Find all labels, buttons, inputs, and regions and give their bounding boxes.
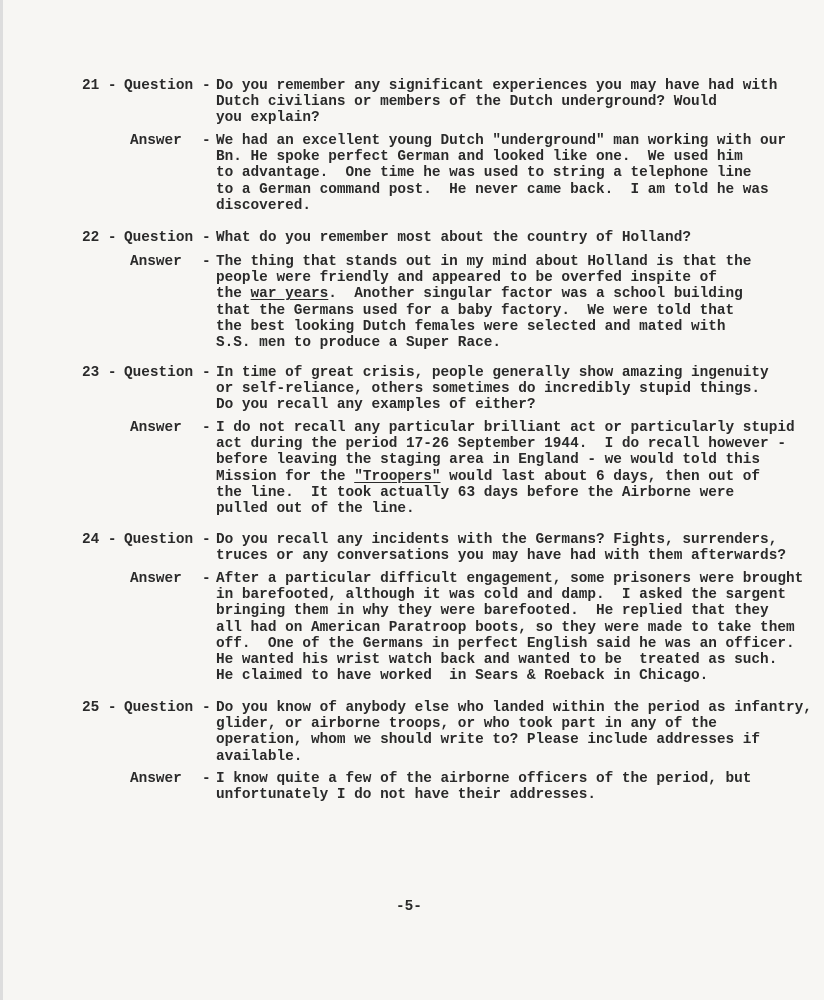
text-segment: truces or any conversations you may have had with them afterwards? — [216, 548, 786, 565]
dash: - — [202, 365, 211, 381]
dash: - — [202, 420, 211, 436]
underlined-text: war years — [250, 286, 329, 303]
question-label: Question — [124, 365, 194, 381]
underlined-text: "Troopers" — [354, 468, 441, 485]
question-number: 21 - — [82, 78, 117, 94]
text-segment: available. — [216, 748, 303, 765]
answer-line — [216, 501, 415, 517]
text-segment: would last about 6 days, then out of — [440, 468, 761, 485]
text-segment: Do you remember any significant experiences you may have had with — [216, 78, 778, 94]
dash: - — [202, 78, 211, 94]
text-segment: in barefooted, although it was cold and damp. I asked the sargent — [216, 587, 786, 604]
dash: - — [202, 571, 211, 587]
question-line — [216, 110, 320, 126]
text-segment: We had an excellent young Dutch "underground" man working with our — [216, 133, 786, 149]
answer-line — [216, 133, 786, 149]
text-segment: operation, whom we should write to? Please include addresses if — [216, 732, 761, 749]
text-segment: unfortunately I do not have their addresses. — [216, 787, 596, 804]
text-segment: the line. It took actually 63 days before the Airborne were — [216, 484, 735, 501]
text-segment: I do not recall any particular brilliant act or particularly stupid — [216, 420, 795, 436]
answer-line — [216, 469, 760, 485]
answer-line — [216, 270, 717, 286]
question-line — [216, 397, 536, 413]
answer-line — [216, 149, 743, 165]
text-segment: . Another singular factor was a school building — [328, 286, 743, 303]
text-segment: all had on American Paratroop boots, so they were made to take them — [216, 619, 795, 636]
answer-line — [216, 587, 786, 603]
text-segment: bringing them in why they were barefooted. He replied that they — [216, 603, 769, 620]
text-segment: or self-reliance, others sometimes do incredibly stupid things. — [216, 381, 761, 398]
text-segment: people were friendly and appeared to be overfed inspite of — [216, 270, 717, 287]
text-segment: the best looking Dutch females were selected and mated with — [216, 318, 726, 335]
question-label: Question — [124, 700, 194, 716]
answer-line — [216, 182, 769, 198]
answer-line — [216, 652, 777, 668]
question-number: 23 - — [82, 365, 117, 381]
answer-line — [216, 319, 726, 335]
text-segment: In time of great crisis, people generally show amazing ingenuity — [216, 365, 769, 381]
answer-line — [216, 620, 795, 636]
text-segment: that the Germans used for a baby factory. We were told that — [216, 302, 735, 319]
dash: - — [202, 700, 211, 716]
answer-line — [216, 668, 708, 684]
question-line — [216, 365, 769, 381]
answer-line — [216, 286, 743, 302]
answer-line — [216, 771, 751, 787]
dash: - — [202, 532, 211, 548]
dash: - — [202, 230, 211, 246]
answer-line — [216, 485, 734, 501]
text-segment: you explain? — [216, 110, 320, 127]
text-segment: Dutch civilians or members of the Dutch underground? Would — [216, 94, 717, 111]
question-label: Question — [124, 532, 194, 548]
answer-line — [216, 571, 803, 587]
dash: - — [202, 254, 211, 270]
answer-line — [216, 303, 734, 319]
text-segment: He wanted his wrist watch back and wanted to be treated as such. — [216, 652, 778, 668]
answer-line — [216, 452, 760, 468]
question-line — [216, 532, 777, 548]
text-segment: Bn. He spoke perfect German and looked like one. We used him — [216, 149, 743, 166]
question-line — [216, 78, 777, 94]
question-number: 25 - — [82, 700, 117, 716]
text-segment: discovered. — [216, 197, 311, 214]
question-label: Question — [124, 230, 194, 246]
answer-line — [216, 335, 501, 351]
question-line — [216, 732, 760, 748]
text-segment: pulled out of the line. — [216, 501, 415, 517]
text-segment: act during the period 17-26 September 1944. I do recall however - — [216, 436, 786, 453]
answer-label: Answer — [130, 571, 182, 587]
question-line — [216, 716, 717, 732]
answer-line — [216, 636, 795, 652]
text-segment: off. One of the Germans in perfect English said he was an officer. — [216, 635, 795, 652]
text-segment: before leaving the staging area in England - we would told this — [216, 452, 761, 469]
page-edge-shadow — [0, 0, 3, 1000]
dash: - — [202, 133, 211, 149]
answer-label: Answer — [130, 771, 182, 787]
question-number: 22 - — [82, 230, 117, 246]
text-segment: He claimed to have worked in Sears & Roeback in Chicago. — [216, 668, 709, 685]
answer-line — [216, 420, 795, 436]
text-segment: to a German command post. He never came back. I am told he was — [216, 181, 769, 198]
answer-line — [216, 603, 769, 619]
text-segment: glider, or airborne troops, or who took part in any of the — [216, 716, 717, 733]
page-number: -5- — [396, 899, 422, 915]
text-segment: After a particular difficult engagement, some prisoners were brought — [216, 571, 804, 587]
question-label: Question — [124, 78, 194, 94]
question-line — [216, 230, 691, 246]
dash: - — [202, 771, 211, 787]
text-segment: I know quite a few of the airborne officers of the period, but — [216, 771, 752, 787]
answer-line — [216, 787, 596, 803]
text-segment: What do you remember most about the country of Holland? — [216, 230, 691, 246]
text-segment: to advantage. One time he was used to string a telephone line — [216, 165, 752, 182]
text-segment: The thing that stands out in my mind about Holland is that the — [216, 254, 752, 270]
text-segment: S.S. men to produce a Super Race. — [216, 335, 501, 351]
answer-line — [216, 198, 311, 214]
text-segment: Do you know of anybody else who landed within the period as infantry, — [216, 700, 812, 716]
question-number: 24 - — [82, 532, 117, 548]
question-line — [216, 700, 812, 716]
answer-line — [216, 165, 751, 181]
answer-line — [216, 436, 786, 452]
answer-label: Answer — [130, 420, 182, 436]
answer-label: Answer — [130, 254, 182, 270]
answer-line — [216, 254, 751, 270]
question-line — [216, 381, 760, 397]
answer-label: Answer — [130, 133, 182, 149]
text-segment: the — [216, 286, 251, 303]
text-segment: Do you recall any incidents with the Germans? Fights, surrenders, — [216, 532, 778, 548]
text-segment: Do you recall any examples of either? — [216, 397, 536, 414]
text-segment: Mission for the — [216, 468, 355, 485]
question-line — [216, 749, 302, 765]
question-line — [216, 94, 717, 110]
question-line — [216, 548, 786, 564]
